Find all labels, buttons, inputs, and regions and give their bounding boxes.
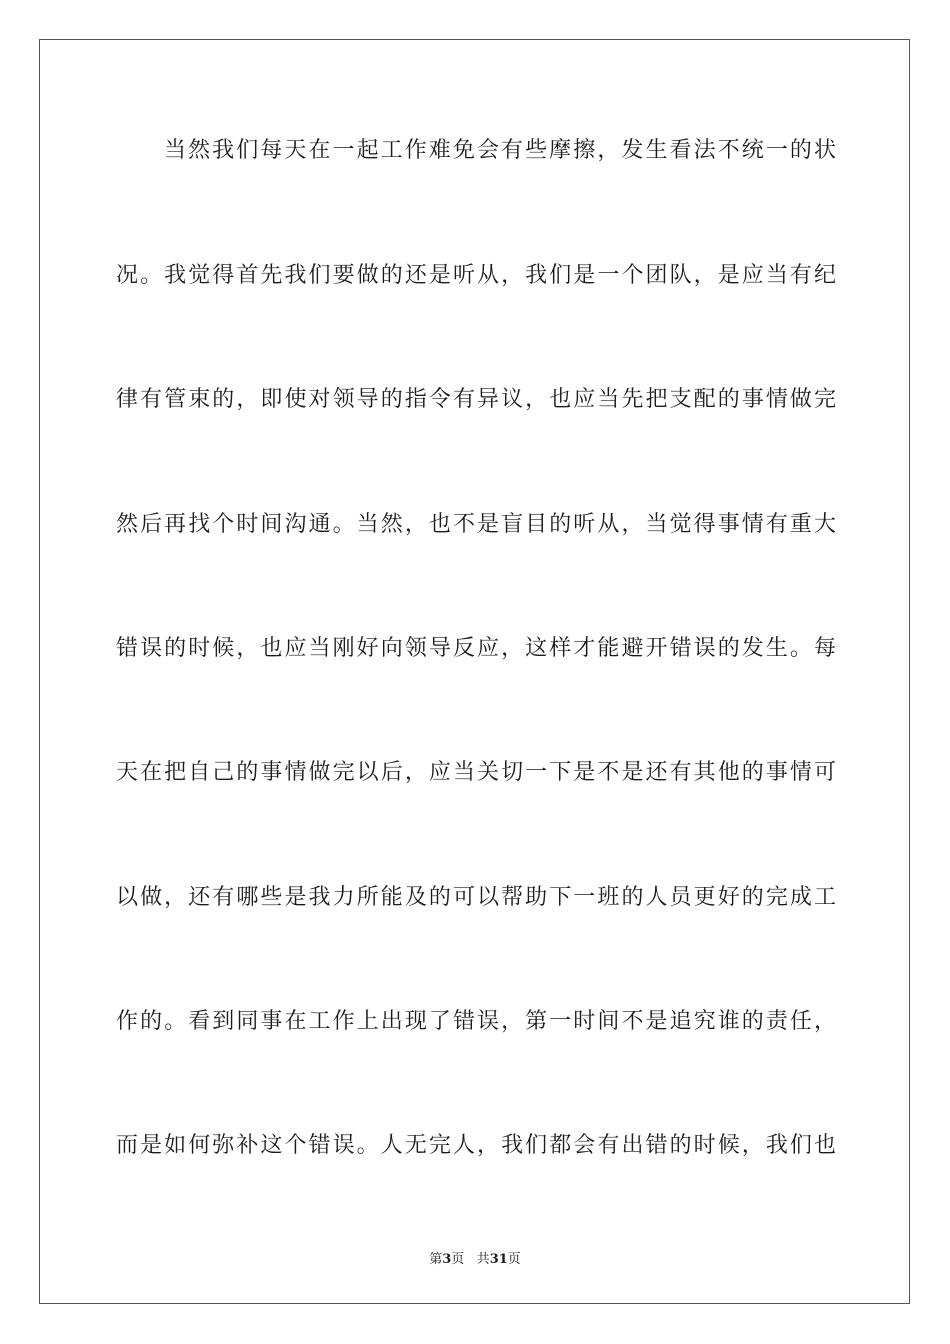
text-line: 错误的时候，也应当刚好向领导反应，这样才能避开错误的发生。每 xyxy=(116,636,836,661)
page-border xyxy=(39,39,910,1304)
page-number: 3 xyxy=(442,1252,452,1267)
total-pages: 31 xyxy=(489,1252,508,1267)
page-suffix: 页 xyxy=(451,1252,465,1267)
page-footer xyxy=(0,1248,950,1267)
text-line: 律有管束的，即使对领导的指令有异议，也应当先把支配的事情做完 xyxy=(116,387,836,412)
text-line: 天在把自己的事情做完以后，应当关切一下是不是还有其他的事情可 xyxy=(116,760,836,785)
total-suffix: 页 xyxy=(507,1252,521,1267)
text-line: 作的。看到同事在工作上出现了错误，第一时间不是追究谁的责任， xyxy=(116,1009,836,1034)
text-line: 当然我们每天在一起工作难免会有些摩擦，发生看法不统一的状 xyxy=(164,138,836,163)
text-line: 况。我觉得首先我们要做的还是听从，我们是一个团队，是应当有纪 xyxy=(116,263,836,288)
page-prefix: 第 xyxy=(429,1252,443,1267)
text-line: 然后再找个时间沟通。当然，也不是盲目的听从，当觉得事情有重大 xyxy=(116,512,836,537)
text-line: 以做，还有哪些是我力所能及的可以帮助下一班的人员更好的完成工 xyxy=(116,885,836,910)
text-line: 而是如何弥补这个错误。人无完人，我们都会有出错的时候，我们也 xyxy=(116,1133,836,1158)
total-prefix: 共 xyxy=(476,1252,490,1267)
